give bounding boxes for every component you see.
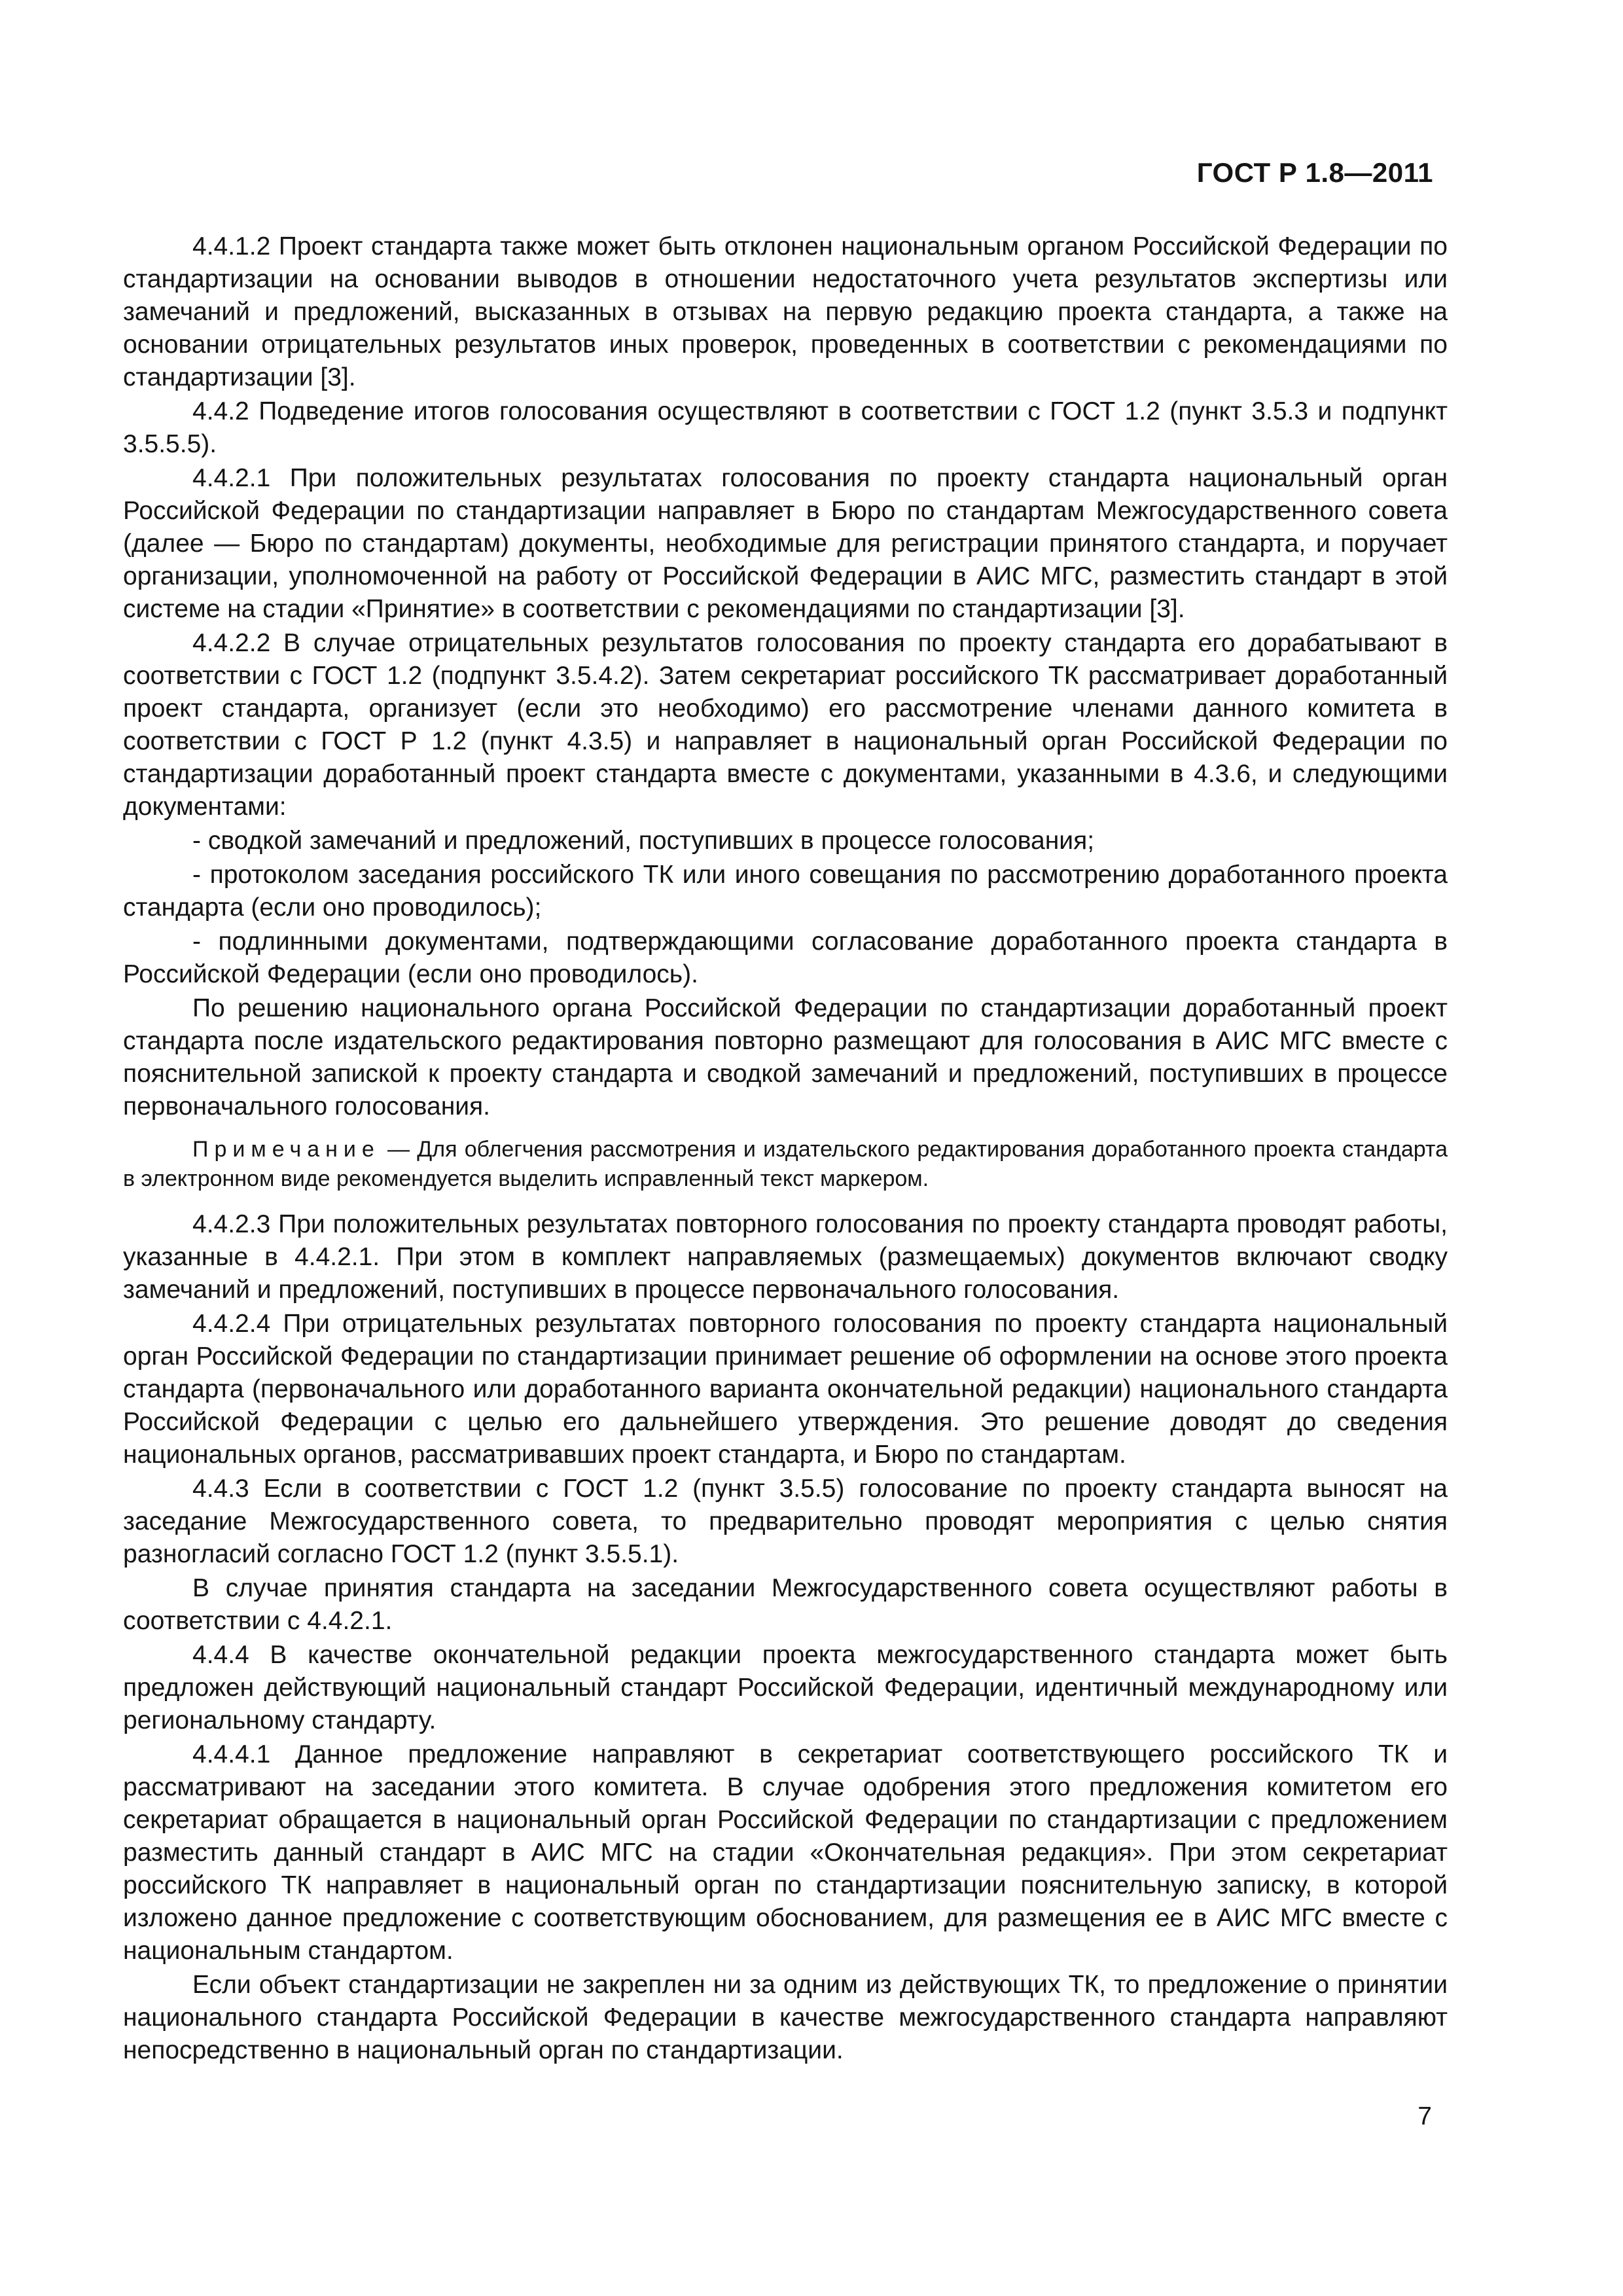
list-item-summary: - сводкой замечаний и предложений, поступивших в процессе голосования; xyxy=(192,827,1095,855)
paragraph-unassigned-object: Если объект стандартизации не закреплен ни за одним из действующих ТК, то предложение о принятии национального стандарта Российской Федерации в качестве межгосударственного стандарта направляют непосредственно в национальный орган по стандартизации. xyxy=(123,1971,1448,2064)
note-text: — Для облегчения рассмотрения и издательского редактирования доработанного проекта стандарта в электронном виде рекомендуется выделить исправленный текст маркером. xyxy=(123,1137,1448,1191)
list-item-original-documents: - подлинными документами, подтверждающими согласование доработанного проекта стандарта в Российской Федерации (если оно проводилось). xyxy=(123,927,1448,988)
paragraph-4-4-4: 4.4.4 В качестве окончательной редакции проекта межгосударственного стандарта может быть предложен действующий национальный стандарт Российской Федерации, идентичный международному или региональному стандарту. xyxy=(123,1641,1448,1734)
paragraph-4-4-1-2: 4.4.1.2 Проект стандарта также может быть отклонен национальным органом Российской Федерации по стандартизации на основании выводов в отношении недостаточного учета результатов экспертизы или замечаний и предложений, высказанных в отзывах на первую редакцию проекта стандарта, а также на основании отрицательных результатов иных проверок, проведенных в соответствии с рекомендациями по стандартизации [3]. xyxy=(123,232,1448,391)
paragraph-4-4-3: 4.4.3 Если в соответствии с ГОСТ 1.2 (пункт 3.5.5) голосование по проекту стандарта выносят на заседание Межгосударственного совета, то предварительно проводят мероприятия с целью снятия разногласий согласно ГОСТ 1.2 (пункт 3.5.5.1). xyxy=(123,1475,1448,1568)
page-number: 7 xyxy=(1418,2102,1432,2130)
document-header: ГОСТ Р 1.8—2011 xyxy=(1196,157,1433,188)
list-item-protocol: - протоколом заседания российского ТК или иного совещания по рассмотрению доработанного проекта стандарта (если оно проводилось); xyxy=(123,861,1448,922)
paragraph-4-4-2-4: 4.4.2.4 При отрицательных результатах повторного голосования по проекту стандарта национальный орган Российской Федерации по стандартизации принимает решение об оформлении на основе этого проекта стандарта (первоначального или доработанного варианта окончательной редакции) национального стандарта Российской Федерации с целью его дальнейшего утверждения. Это решение доводят до сведения национальных органов, рассматривавших проект стандарта, и Бюро по стандартам. xyxy=(123,1310,1448,1469)
paragraph-interstate-council: В случае принятия стандарта на заседании Межгосударственного совета осуществляют работы в соответствии с 4.4.2.1. xyxy=(123,1574,1448,1635)
paragraph-4-4-2-2: 4.4.2.2 В случае отрицательных результатов голосования по проекту стандарта его дорабатывают в соответствии с ГОСТ 1.2 (подпункт 3.5.4.2). Затем секретариат российского ТК рассматривает доработанный проект стандарта, организует (если это необходимо) его рассмотрение членами данного комитета в соответствии с ГОСТ Р 1.2 (пункт 4.3.5) и направляет в национальный орган Российской Федерации по стандартизации доработанный проект стандарта вместе с документами, указанными в 4.3.6, и следующими документами: xyxy=(123,629,1448,821)
paragraph-4-4-2: 4.4.2 Подведение итогов голосования осуществляют в соответствии с ГОСТ 1.2 (пункт 3.5.3 и подпункт 3.5.5.5). xyxy=(123,397,1448,458)
note-paragraph xyxy=(123,1135,1448,1194)
paragraph-4-4-2-1: 4.4.2.1 При положительных результатах голосования по проекту стандарта национальный орган Российской Федерации по стандартизации направляет в Бюро по стандартам Межгосударственного совета (далее — Бюро по стандартам) документы, необходимые для регистрации принятого стандарта, и поручает организации, уполномоченной на работу от Российской Федерации в АИС МГС, разместить стандарт в этой системе на стадии «Принятие» в соответствии с рекомендациями по стандартизации [3]. xyxy=(123,464,1448,623)
note-label: Примечание xyxy=(192,1137,380,1162)
paragraph-national-body-decision: По решению национального органа Российской Федерации по стандартизации доработанный проект стандарта после издательского редактирования повторно размещают для голосования в АИС МГС вместе с пояснительной запиской к проекту стандарта и сводкой замечаний и предложений, поступивших в процессе первоначального голосования. xyxy=(123,994,1448,1121)
paragraph-4-4-2-3: 4.4.2.3 При положительных результатах повторного голосования по проекту стандарта проводят работы, указанные в 4.4.2.1. При этом в комплект направляемых (размещаемых) документов включают сводку замечаний и предложений, поступивших в процессе первоначального голосования. xyxy=(123,1210,1448,1304)
document-body xyxy=(123,230,1448,2068)
paragraph-4-4-4-1: 4.4.4.1 Данное предложение направляют в секретариат соответствующего российского ТК и рассматривают на заседании этого комитета. В случае одобрения этого предложения комитетом его секретариат обращается в национальный орган Российской Федерации по стандартизации с предложением разместить данный стандарт в АИС МГС на стадии «Окончательная редакция». При этом секретариат российского ТК направляет в национальный орган по стандартизации пояснительную записку, в которой изложено данное предложение с соответствующим обоснованием, для размещения ее в АИС МГС вместе с национальным стандартом. xyxy=(123,1740,1448,1965)
